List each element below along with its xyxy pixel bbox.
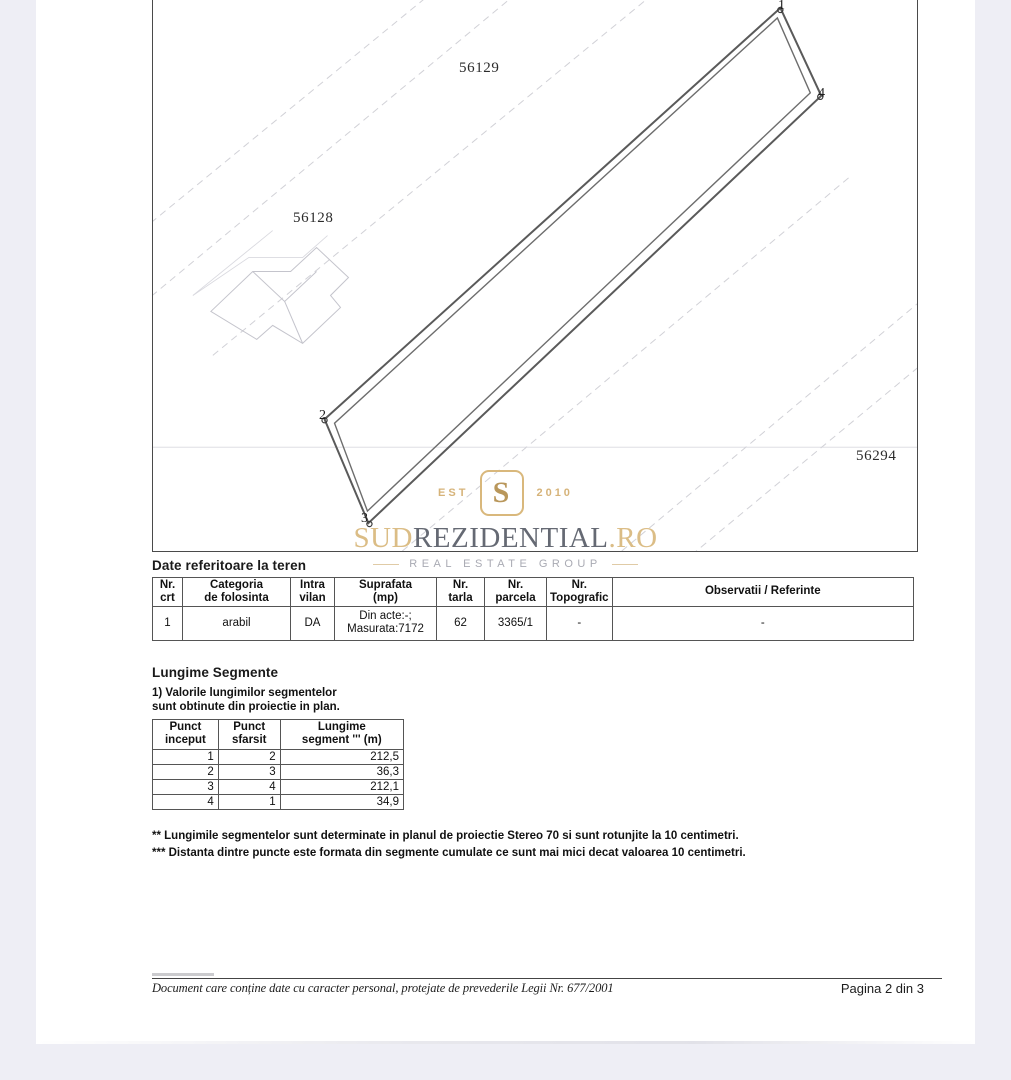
land-col-nr-crt <box>153 578 183 607</box>
segment-note-line2: sunt obtinute din proiectie in plan. <box>152 701 340 714</box>
land-col-categoria-l1: Categoria <box>209 579 264 591</box>
cell-segment-length: 36,3 <box>280 764 403 779</box>
land-col-observatii: Observatii / Referinte <box>612 578 913 607</box>
segment-col-end-l2: sfarsit <box>231 734 267 746</box>
land-col-intravilan <box>291 578 335 607</box>
segment-col-start-l2: inceput <box>164 734 206 746</box>
cell-nr-parcela: 3365/1 <box>485 606 547 640</box>
segment-table-header-row <box>153 719 404 749</box>
parcel-label-56128: 56128 <box>293 210 334 226</box>
segment-col-length-l1: Lungime <box>317 721 366 734</box>
footer-smudge <box>152 973 214 976</box>
cell-segment-end: 3 <box>218 764 280 779</box>
vertex-markers <box>322 7 823 526</box>
land-col-suprafata <box>335 578 437 607</box>
footer-page-number: Pagina 2 din 3 <box>840 981 924 996</box>
watermark-brand-suffix: .RO <box>608 522 658 554</box>
page-footer <box>152 978 942 996</box>
segment-col-start <box>153 719 219 749</box>
table-row <box>153 749 404 764</box>
footnote-2: *** Distanta dintre puncte este formata din segmente cumulate ce sunt mai mici decat valoarea 10 centimetri. <box>152 846 746 859</box>
cell-segment-length: 34,9 <box>280 794 403 809</box>
land-col-intravilan-l2: vilan <box>299 591 326 604</box>
land-col-nr-crt-l2: crt <box>160 591 175 604</box>
cell-nr-tarla: 62 <box>437 606 485 640</box>
land-col-parcela <box>485 578 547 607</box>
cell-segment-start: 4 <box>153 794 219 809</box>
segment-col-length <box>280 719 403 749</box>
table-row <box>153 794 404 809</box>
watermark-tagline: REAL ESTATE GROUP <box>409 558 602 570</box>
parcel-label-56129: 56129 <box>459 60 500 76</box>
scanned-page-sheet <box>36 0 975 1044</box>
land-section-title: Date referitoare la teren <box>152 558 307 573</box>
watermark-logo-icon: S <box>480 470 524 516</box>
land-col-topografic <box>547 578 613 607</box>
watermark-est-right: 2010 <box>536 487 573 499</box>
cell-segment-start: 2 <box>153 764 219 779</box>
land-data-table <box>152 577 914 641</box>
parcel-label-56294: 56294 <box>856 448 897 464</box>
cadastral-map-frame <box>152 0 918 552</box>
cell-intravilan: DA <box>291 606 335 640</box>
surveyed-parcel-outline <box>325 8 822 523</box>
table-row <box>153 764 404 779</box>
vertex-label-3: 3 <box>361 511 368 526</box>
cell-segment-start: 1 <box>153 749 219 764</box>
land-col-nr-crt-l1: Nr. <box>159 579 176 591</box>
segment-footnotes <box>152 828 942 863</box>
cell-segment-start: 3 <box>153 779 219 794</box>
footnote-1: ** Lungimile segmentelor sunt determinate in planul de proiectie Stereo 70 si sunt rotunjite la 10 centimetri. <box>152 829 739 842</box>
neighbour-parcel-lines <box>153 0 917 551</box>
cell-segment-end: 1 <box>218 794 280 809</box>
land-col-intravilan-l1: Intra <box>300 579 325 591</box>
segment-length-table <box>152 719 404 810</box>
land-col-categoria-l2: de folosinta <box>204 591 269 604</box>
segment-col-end-l1: Punct <box>233 721 266 734</box>
cell-observatii: - <box>612 606 913 640</box>
segment-col-start-l1: Punct <box>169 721 202 734</box>
cell-segment-length: 212,5 <box>280 749 403 764</box>
land-col-tarla-l1: Nr. <box>452 579 469 591</box>
table-row <box>153 779 404 794</box>
cell-nr-crt: 1 <box>153 606 183 640</box>
land-col-parcela-l1: Nr. <box>507 579 524 591</box>
land-table-header-row <box>153 578 914 607</box>
building-footprint <box>211 248 349 344</box>
vertex-label-4: 4 <box>818 86 825 101</box>
watermark-brand-prefix: SUD <box>353 522 413 554</box>
land-col-topografic-l1: Nr. <box>571 579 587 591</box>
cell-segment-length: 212,1 <box>280 779 403 794</box>
footer-privacy-note: Document care conține date cu caracter personal, protejate de prevederile Legii Nr. 677/2001 <box>152 981 614 995</box>
land-col-suprafata-l2: (mp) <box>373 591 398 604</box>
document-body <box>152 558 942 862</box>
land-col-suprafata-l1: Suprafata <box>358 579 413 591</box>
segment-section-title: Lungime Segmente <box>152 664 279 680</box>
land-col-categoria <box>183 578 291 607</box>
neighbour-parcel-hairlines <box>153 231 917 448</box>
cell-suprafata-din-acte: Din acte:-; <box>359 610 412 623</box>
vertex-label-2: 2 <box>319 408 326 423</box>
watermark-est-left: EST <box>438 487 469 499</box>
segment-col-length-l2: segment ''' (m) <box>301 734 382 746</box>
land-col-parcela-l2: parcela <box>495 591 536 604</box>
cell-segment-end: 4 <box>218 779 280 794</box>
cell-categoria: arabil <box>183 606 291 640</box>
land-col-topografic-l2: Topografic <box>550 591 609 604</box>
cell-suprafata <box>335 606 437 640</box>
cell-segment-end: 2 <box>218 749 280 764</box>
surveyed-parcel-inner-outline <box>335 18 811 511</box>
cell-suprafata-masurata: Masurata:7172 <box>347 623 424 636</box>
cadastral-map-drawing <box>153 0 917 551</box>
land-col-tarla <box>437 578 485 607</box>
vertex-label-1: 1 <box>778 0 785 13</box>
segment-note-line1: 1) Valorile lungimilor segmentelor <box>152 686 337 699</box>
cell-nr-topografic: - <box>547 606 613 640</box>
watermark-brand-main: REZIDENTIAL <box>412 522 609 554</box>
segment-note <box>152 686 942 715</box>
land-col-tarla-l2: tarla <box>448 591 473 604</box>
segment-col-end <box>218 719 280 749</box>
table-row <box>153 606 914 640</box>
